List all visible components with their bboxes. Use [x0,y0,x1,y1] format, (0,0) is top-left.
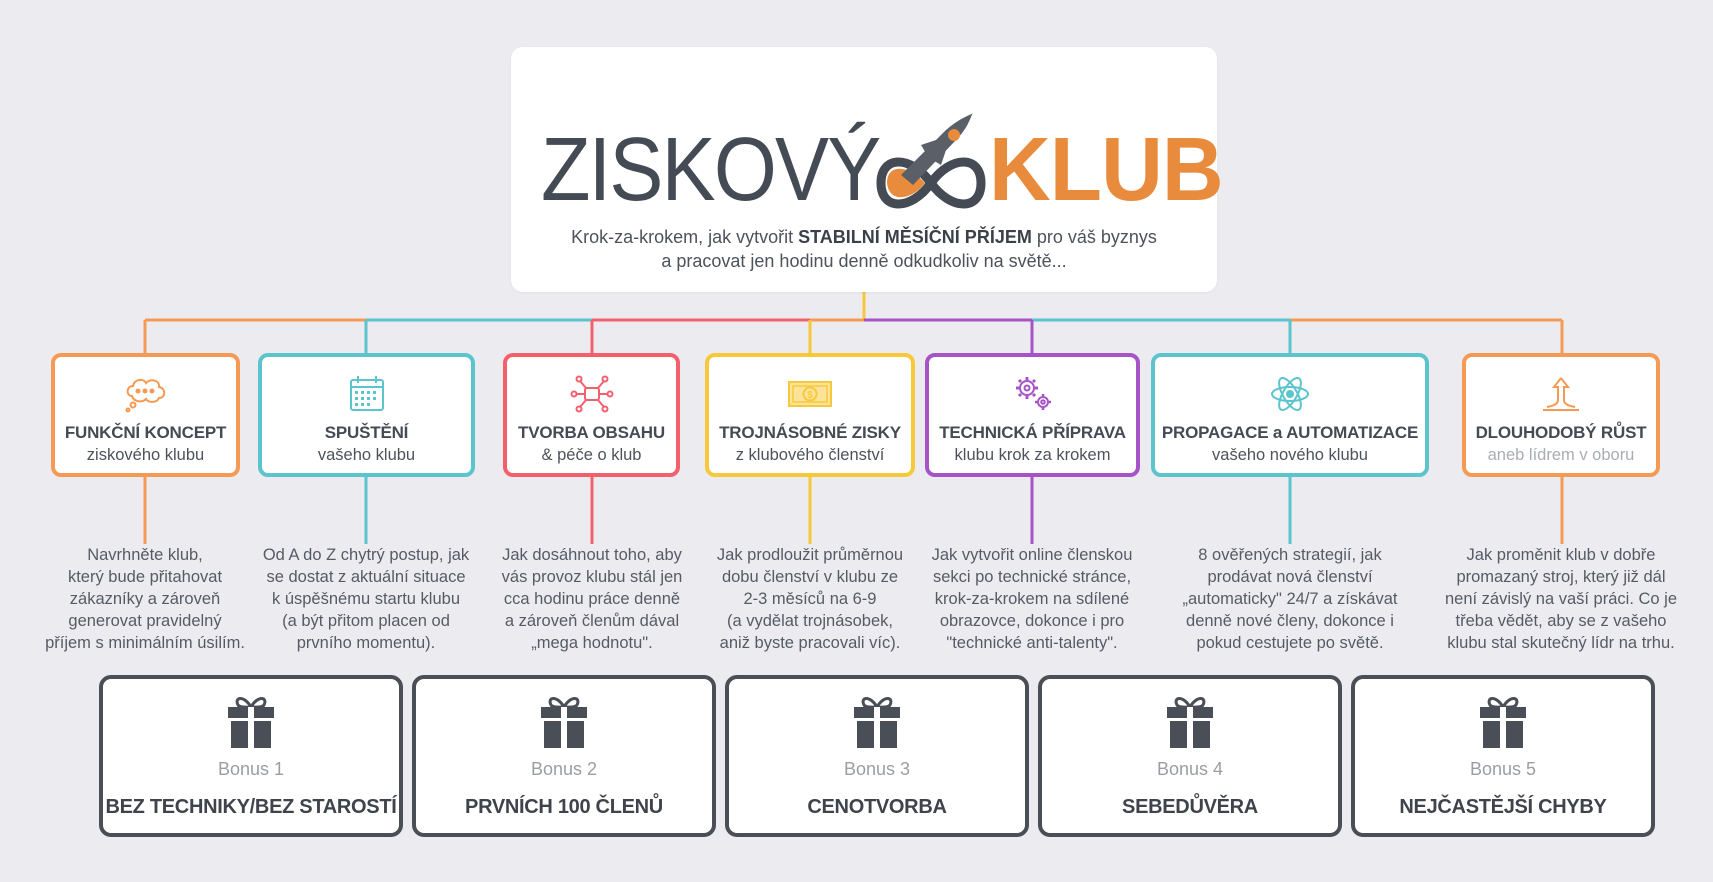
step-card-4 [705,353,915,477]
growth-arrow-icon [1539,374,1583,414]
step-subtitle: vašeho klubu [317,446,416,464]
step-card-2 [258,353,475,477]
logo-text-right: KLUB [989,120,1223,220]
step-card-1 [51,353,240,477]
bonus-title: PRVNÍCH 100 ČLENŮ [465,796,663,818]
bonus-label: Bonus 4 [1156,759,1224,779]
step-title: TROJNÁSOBNÉ ZISKY [719,423,901,442]
bonus-card-5 [1351,675,1655,837]
step-subtitle: z klubového členství [735,446,885,464]
bonus-card-2 [412,675,716,837]
step-subtitle: klubu krok za krokem [954,446,1111,464]
step-card-5 [925,353,1140,477]
step-subtitle: vašeho nového klubu [1212,446,1368,464]
thought-cloud-icon [124,374,168,414]
step-card-3 [503,353,680,477]
step-title: PROPAGACE a AUTOMATIZACE [1161,423,1419,442]
gift-icon [539,693,589,749]
bonus-title: SEBEDŮVĚRA [1122,796,1258,818]
bonus-label: Bonus 5 [1469,759,1537,779]
bonus-title: BEZ TECHNIKY/BEZ STAROSTÍ [105,796,397,818]
bonus-title: NEJČASTĚJŠÍ CHYBY [1399,796,1607,818]
gears-icon [1011,374,1055,414]
gift-icon [1478,693,1528,749]
step-subtitle: ziskového klubu [86,446,205,464]
step-title: SPUŠTĚNÍ [324,423,409,442]
step-card-6 [1151,353,1429,477]
gift-icon [852,693,902,749]
network-nodes-icon [570,374,614,414]
step-subtitle: & péče o klub [541,446,642,464]
bonus-label: Bonus 1 [217,759,285,779]
step-description-7: Jak proměnit klub v dobře promazaný stroj, který již dál není závislý na vaší práci. Co je třeba vědět, aby se z vašeho klubu stal skutečný lídr na trhu. [1444,546,1678,652]
step-title: DLOUHODOBÝ RŮST [1475,423,1647,442]
step-description-1: Navrhněte klub, který bude přitahovat zákazníky a zároveň generovat pravidelný příjem s minimálním úsilím. [45,546,245,652]
gift-icon [1165,693,1215,749]
bonus-label: Bonus 3 [843,759,911,779]
step-description-4: Jak prodloužit průměrnou dobu členství v klubu ze 2-3 měsíců na 6-9 (a vydělat trojnásobek, aniž byste pracovali víc). [716,546,904,652]
calendar-icon [345,374,389,414]
step-title: TVORBA OBSAHU [518,423,665,442]
step-subtitle: aneb lídrem v oboru [1487,446,1635,464]
step-description-5: Jak vytvořit online členskou sekci po technické stránce, krok-za-krokem na sdílené obrazovce, dokonce i pro "technické anti-talenty". [931,546,1133,652]
svg-text:$: $ [807,390,813,401]
logo-text-left: ZISKOVÝ [541,120,880,220]
step-title: FUNKČNÍ KONCEPT [64,423,227,442]
bonus-title: CENOTVORBA [807,796,947,818]
atom-icon [1268,374,1312,414]
logo [541,105,1223,235]
bonus-card-3 [725,675,1029,837]
step-description-2: Od A do Z chytrý postup, jak se dostat z aktuální situace k úspěšnému startu klubu (a být přitom placen od prvního momentu). [262,546,470,652]
bonus-card-4 [1038,675,1342,837]
gift-icon [226,693,276,749]
rocket-infinity-icon [851,105,1011,235]
step-card-7 [1462,353,1660,477]
step-description-3: Jak dosáhnout toho, aby vás provoz klubu stál jen cca hodinu práce denně a zároveň členům dával „mega hodnotu". [501,546,683,652]
step-description-6: 8 ověřených strategií, jak prodávat nová členství „automaticky" 24/7 a získávat denně nové členy, dokonce i pokud cestujete po světě. [1182,546,1398,652]
tagline: Krok-za-krokem, jak vytvořit STABILNÍ MĚSÍČNÍ PŘÍJEM pro váš byznys a pracovat jen hodinu denně odkudkoliv na světě... [571,227,1157,271]
header-card [511,47,1223,292]
bonus-card-1 [99,675,403,837]
banknote-icon [788,374,832,414]
bonus-label: Bonus 2 [530,759,598,779]
step-title: TECHNICKÁ PŘÍPRAVA [939,423,1126,442]
